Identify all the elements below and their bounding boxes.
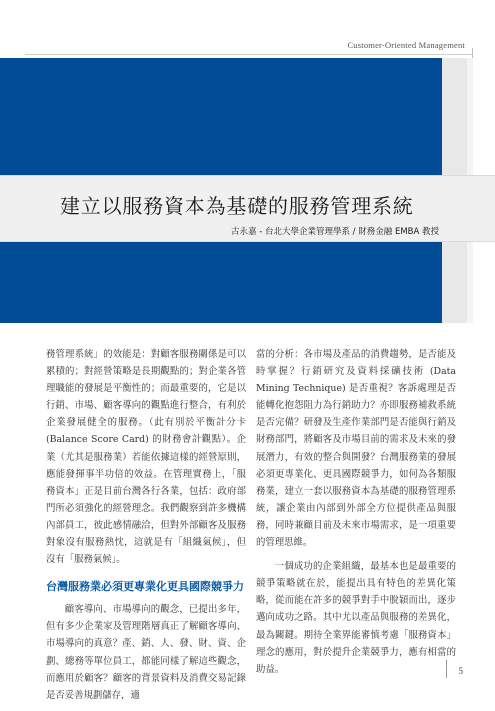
page-number-divider — [446, 660, 447, 678]
left-paragraph-1: 務管理系統」的效能是：對顧客服務關係是可以累積的；對經營策略是長期觀點的；對企業各管理職能的發展是平衡性的；而最重要的，它是以行銷、市場、顧客導向的觀點進行整合，有利於企業發展健全的服務。（此有別於平衡計分卡 (Balance Score Card) 的財務會計觀點）。企業（尤其是服務業）若能依據這樣的經營原則，應能發揮事半功倍的效益。在管理實務上，「服務資本」正是目前台灣各行各業，包括：政府部門所必須強化的經營理念。我們觀察到許多機構內部員工，彼此感情融洽，但對外部顧客及服務對象沒有服務熱忱，這就是有「組織氣候」，但沒有「服務氣候」。 — [46, 349, 246, 566]
right-paragraph-1: 當的分析：各市場及產品的消費趨勢，是否能及時掌握？行銷研究及資料採礦技術 (Data Mining Technique) 是否重視？客訴處理是否能轉化抱怨阻力為行銷助力？亦即服務補救系統是否完備？研發及生產作業部門是否能與行銷及財務部門，將顧客及市場目前的需求及未來的發展潛力，有效的整合與開發？台灣服務業的發展必須更專業化、更具國際競爭力，如何為各類服務業，建立一套以服務資本為基礎的服務管理系統，讓企業由內部到外部全方位提供產品與服務，同時兼顧目前及未來市場需求，是一項重要的管理思維。 — [256, 349, 456, 549]
section-subhead: 台灣服務業必須更專業化更具國際競爭力 — [46, 580, 244, 594]
left-paragraph-2: 顧客導向、市場導向的觀念，已提出多年，但有多少企業家及管理階層真正了解顧客導向、市場導向的真意？產、銷、人、發、財、資、企劃、總務等單位員工，都能同樣了解這些觀念，而應用於顧客？顧客的背景資料及消費交易記錄是否妥善規劃儲存，適 — [46, 604, 246, 701]
article-author: 古永嘉 - 台北大學企業管理學系 / 財務金融 EMBA 教授 — [231, 227, 439, 237]
left-column — [46, 346, 246, 711]
running-header: Customer-Oriented Management — [347, 40, 465, 50]
right-paragraph-2: 一個成功的企業組織，最基本也是最重要的競爭策略就在於，能提出具有特色的差異化策略，從而能在許多的競爭對手中脫穎而出，逐步邁向成功之路。其中尤以產品與服務的差異化，最為關鍵。期待全業界能審慎考慮「服務資本」理念的應用，對於提升企業競爭力，應有相當的助益。 — [256, 561, 456, 675]
article-title: 建立以服務資本為基礎的服務管理系統 — [60, 194, 414, 218]
page-number: 5 — [458, 666, 463, 676]
right-column — [256, 346, 456, 685]
header-rule — [25, 54, 473, 55]
